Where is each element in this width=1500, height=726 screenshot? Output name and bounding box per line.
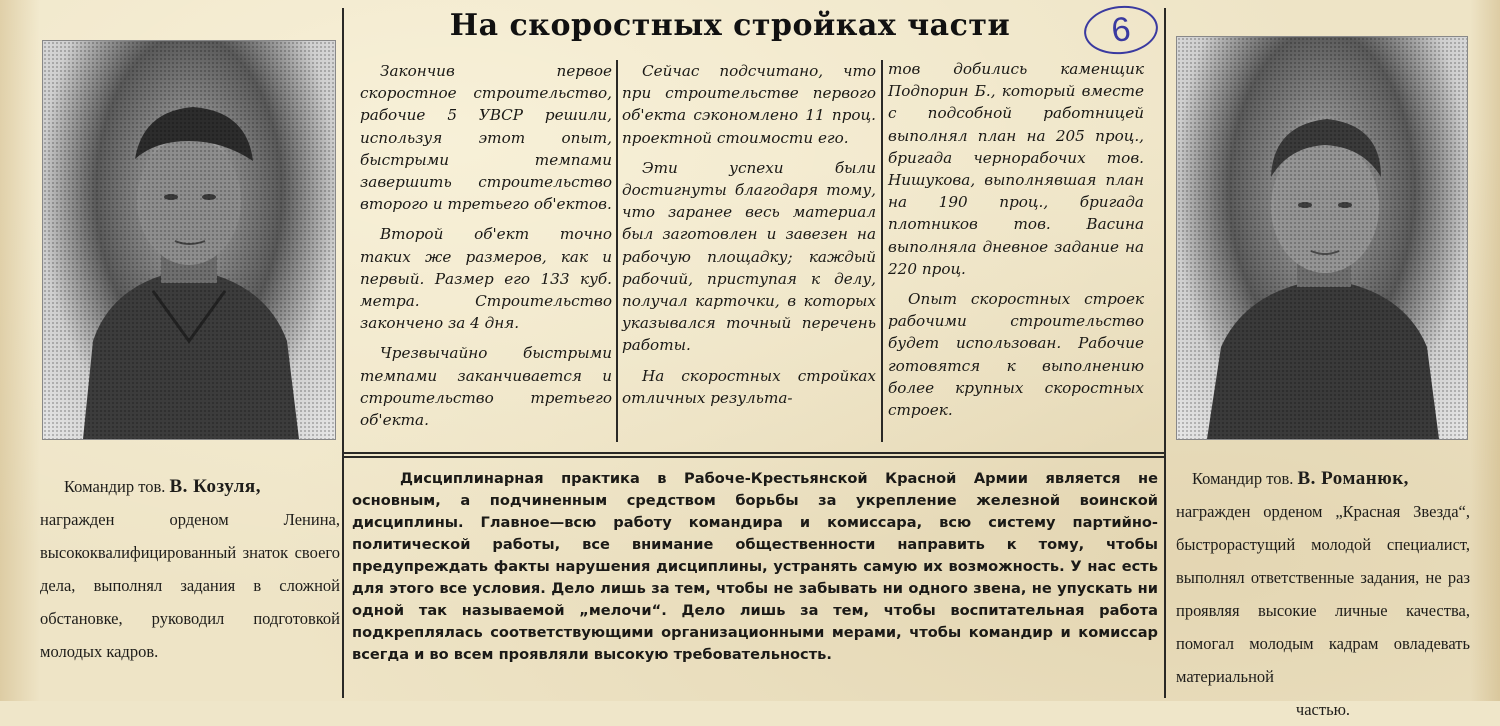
column-divider bbox=[616, 60, 618, 442]
column-divider-left bbox=[342, 8, 344, 698]
discipline-quote-box: Дисциплинарная практика в Рабоче-Крестьянской Красной Армии является не основным, а подчиненным средством борьбы за укрепление железной воинской дисциплины. Главное—всю работу командира и комиссара, всю систему партийно-политической работы, все внимание общественности направить к тому, чтобы предупреждать факты нарушения дисциплины, устранять самую их возможность. У нас есть для этого все условия. Дело лишь за тем, чтобы не забывать ни одного звена, не упускать ни одной так называемой „мелочи“. Дело лишь за тем, чтобы воспитательная работа подкреплялась соответствующими организационными мерами, чтобы командир и комиссар всегда и во всем проявляли высокую требовательность. bbox=[352, 470, 1158, 663]
column-divider bbox=[881, 60, 883, 442]
article-column-3 bbox=[888, 58, 1144, 429]
article-paragraph: Закончив первое скоростное строительство, рабочие 5 УВСР решили, используя этот опыт, быстрыми темпами завершить строительство второго и третьего об'ектов. bbox=[360, 62, 612, 214]
box-top-rule-double bbox=[342, 456, 1165, 458]
article-paragraph: Эти успехи были достигнуты благодаря тому, что заранее весь материал был заготовлен и завезен на рабочую площадку; каждый рабочий, приступая к делу, получал карточки, в которых указывался точный перечень работы. bbox=[622, 158, 876, 355]
article-paragraph: тов добились каменщик Подпорин Б., который вместе с подсобной работницей выполнял план на 205 проц., бригада чернорабочих тов. Нишукова, выполнявшая план на 190 проц., бригада плотников тов. Васина выполняла дневное задание на 220 проц. bbox=[888, 60, 1144, 278]
caption-body: награжден орденом Ленина, высококвалифицированный знаток своего дела, выполнял задания в сложной обстановке, руководил подготовкой молодых кадров. bbox=[40, 510, 340, 661]
caption-body: награжден орденом „Красная Звезда“, быстрорастущий молодой специалист, выполнял ответственные задания, не раз проявляя высокие личные качества, помогал молодым кадрам овладевать материальной bbox=[1176, 502, 1470, 686]
handwritten-page-number: 6 bbox=[1082, 2, 1161, 57]
caption-title-line bbox=[40, 470, 340, 503]
portrait-caption-left bbox=[40, 470, 340, 668]
article-paragraph: На скоростных стройках отличных результа- bbox=[622, 366, 876, 407]
caption-last-line: частью. bbox=[1295, 700, 1351, 719]
caption-title-prefix: Командир тов. bbox=[64, 477, 166, 496]
headline: На скоростных стройках части bbox=[449, 8, 1011, 43]
article-column-1 bbox=[360, 60, 612, 439]
paper-edge-left bbox=[0, 0, 40, 701]
box-top-rule bbox=[342, 452, 1165, 454]
portrait-caption-right bbox=[1176, 462, 1470, 726]
article-paragraph: Сейчас подсчитано, что при строительстве первого об'екта сэкономлено 11 проц. проектной стоимости его. bbox=[622, 62, 876, 147]
article-paragraph: Опыт скоростных строек рабочими строительство будет использован. Рабочие готовятся к выполнению более крупных скоростных строек. bbox=[888, 290, 1144, 420]
commander-name: В. Козуля, bbox=[169, 476, 261, 497]
caption-title-prefix: Командир тов. bbox=[1192, 469, 1294, 488]
paper-edge-right bbox=[1470, 0, 1500, 701]
column-divider-right bbox=[1164, 8, 1166, 698]
portrait-photo-icon bbox=[1177, 37, 1467, 439]
portrait-photo-icon bbox=[43, 41, 335, 439]
article-paragraph: Второй об'ект точно таких же размеров, как и первый. Размер его 133 куб. метра. Строительство закончено за 4 дня. bbox=[360, 225, 612, 333]
article-paragraph: Чрезвычайно быстрыми темпами заканчивается и строительство третьего об'екта. bbox=[360, 344, 612, 430]
caption-title-line bbox=[1176, 462, 1470, 495]
article-column-2 bbox=[622, 60, 876, 417]
portrait-photo-left bbox=[42, 40, 336, 440]
portrait-photo-right bbox=[1176, 36, 1468, 440]
commander-name: В. Романюк, bbox=[1297, 468, 1409, 489]
